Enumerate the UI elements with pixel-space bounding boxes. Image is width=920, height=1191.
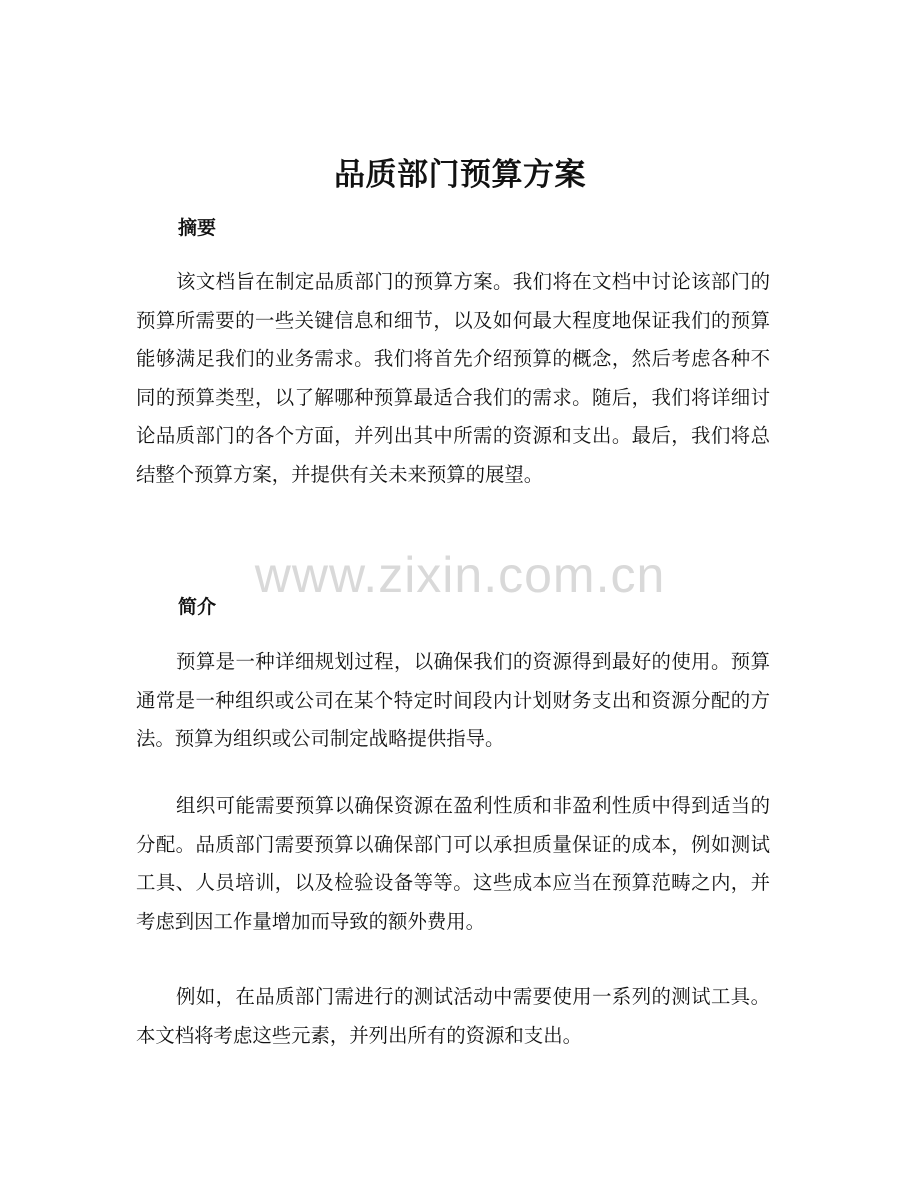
- intro-paragraph-3: 例如，在品质部门需进行的测试活动中需要使用一系列的测试工具。本文档将考虑这些元素，并列出所有的资源和支出。: [136, 985, 770, 1047]
- abstract-paragraph: 该文档旨在制定品质部门的预算方案。我们将在文档中讨论该部门的预算所需要的一些关键信息和细节，以及如何最大程度地保证我们的预算能够满足我们的业务需求。我们将首先介绍预算的概念，然后考虑各种不同的预算类型，以了解哪种预算最适合我们的需求。随后，我们将详细讨论品质部门的各个方面，并列出其中所需的资源和支出。最后，我们将总结整个预算方案，并提供有关未来预算的展望。: [136, 270, 770, 486]
- section-heading-introduction: 简介: [178, 596, 217, 618]
- document-title: 品质部门预算方案: [334, 157, 586, 193]
- watermark-text: www.zixin.com.cn: [254, 547, 666, 603]
- intro-paragraph-1: 预算是一种详细规划过程，以确保我们的资源得到最好的使用。预算通常是一种组织或公司在某个特定时间段内计划财务支出和资源分配的方法。预算为组织或公司制定战略提供指导。: [136, 650, 770, 750]
- intro-paragraph-2: 组织可能需要预算以确保资源在盈利性质和非盈利性质中得到适当的分配。品质部门需要预算以确保部门可以承担质量保证的成本，例如测试工具、人员培训，以及检验设备等等。这些成本应当在预算范畴之内，并考虑到因工作量增加而导致的额外费用。: [136, 794, 770, 933]
- section-heading-abstract: 摘要: [178, 217, 217, 239]
